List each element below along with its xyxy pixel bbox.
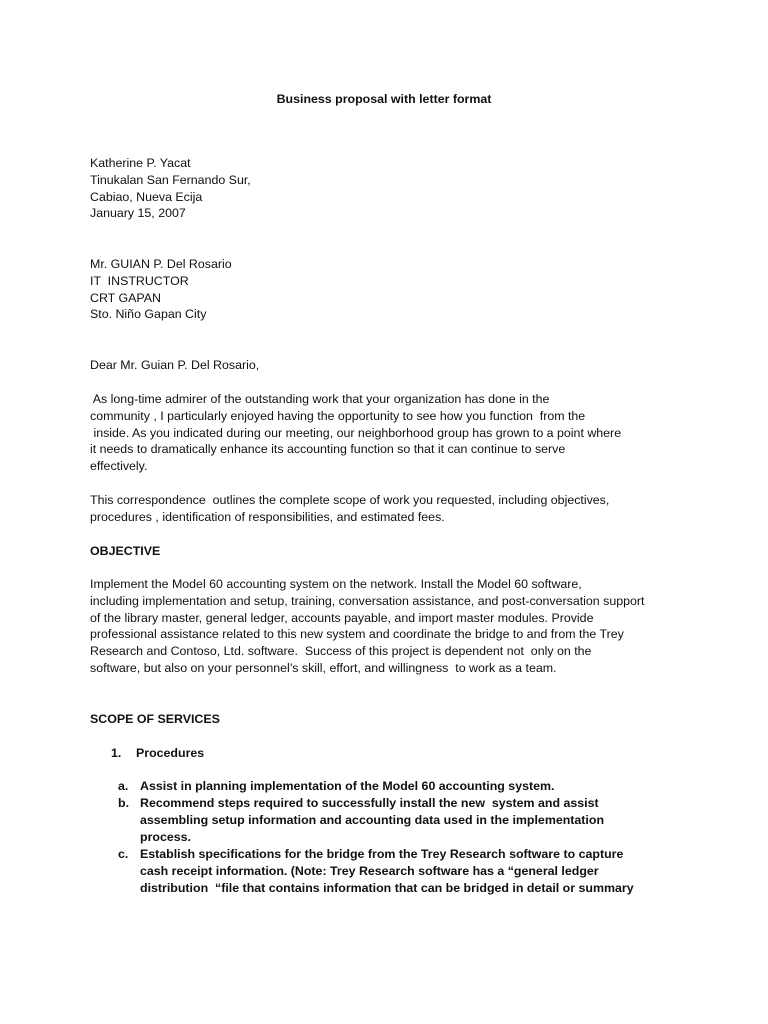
list-marker: c. [118, 847, 129, 861]
procedures-list-heading [111, 745, 204, 762]
list-item-line: Assist in planning implementation of the Model 60 accounting system. [140, 779, 555, 793]
letter-date: January 15, 2007 [90, 206, 186, 221]
paragraph-line: As long-time admirer of the outstanding work that your organization has done in the [90, 392, 550, 406]
objective-paragraph [90, 576, 690, 677]
recipient-organization: CRT GAPAN [90, 290, 161, 305]
sender-name: Katherine P. Yacat [90, 156, 191, 170]
paragraph-line: Research and Contoso, Ltd. software. Success of this project is dependent not only on the [90, 644, 592, 659]
list-item-line: assembling setup information and accounting data used in the implementation [140, 812, 605, 827]
document-title: Business proposal with letter format [276, 92, 492, 106]
paragraph-line: professional assistance related to this new system and coordinate the bridge to and from the Trey [90, 627, 624, 642]
paragraph-line: community , I particularly enjoyed having the opportunity to see how you function from the [90, 408, 586, 423]
list-label: Procedures [136, 746, 205, 760]
list-item-line: cash receipt information. (Note: Trey Research software has a “general ledger [140, 863, 599, 878]
scope-of-services-heading: SCOPE OF SERVICES [90, 712, 220, 726]
list-item-line: distribution “file that contains information that can be bridged in detail or summary [140, 880, 634, 895]
paragraph-line: software, but also on your personnel’s skill, effort, and willingness to work as a team. [90, 660, 557, 675]
paragraph-line: it needs to dramatically enhance its accounting function so that it can continue to serve [90, 442, 566, 457]
intro-paragraph [90, 391, 690, 475]
sender-address-line-1: Tinukalan San Fernando Sur, [90, 172, 251, 187]
paragraph-line: including implementation and setup, training, conversation assistance, and post-conversation support [90, 593, 645, 608]
recipient-position: IT INSTRUCTOR [90, 273, 189, 288]
list-marker: b. [118, 796, 130, 810]
list-marker: a. [118, 779, 129, 793]
list-item-line: Recommend steps required to successfully install the new system and assist [140, 796, 599, 810]
recipient-block [90, 256, 232, 323]
paragraph-line: procedures , identification of responsibilities, and estimated fees. [90, 509, 445, 524]
sender-address-line-2: Cabiao, Nueva Ecija [90, 189, 203, 204]
paragraph-line: This correspondence outlines the complete scope of work you requested, including objectives, [90, 493, 610, 507]
salutation: Dear Mr. Guian P. Del Rosario, [90, 358, 260, 372]
recipient-city: Sto. Niño Gapan City [90, 307, 207, 322]
list-item-line: process. [140, 829, 191, 844]
objective-heading: OBJECTIVE [90, 544, 161, 558]
paragraph-line: Implement the Model 60 accounting system on the network. Install the Model 60 software, [90, 577, 582, 591]
paragraph-line: inside. As you indicated during our meeting, our neighborhood group has grown to a point where [90, 425, 622, 440]
paragraph-line: of the library master, general ledger, accounts payable, and import master modules. Provide [90, 610, 594, 625]
paragraph-line: effectively. [90, 459, 148, 474]
scope-paragraph [90, 492, 690, 526]
list-number: 1. [111, 746, 122, 760]
recipient-name: Mr. GUIAN P. Del Rosario [90, 257, 232, 271]
sender-block [90, 155, 251, 222]
list-item-line: Establish specifications for the bridge from the Trey Research software to capture [140, 847, 624, 861]
